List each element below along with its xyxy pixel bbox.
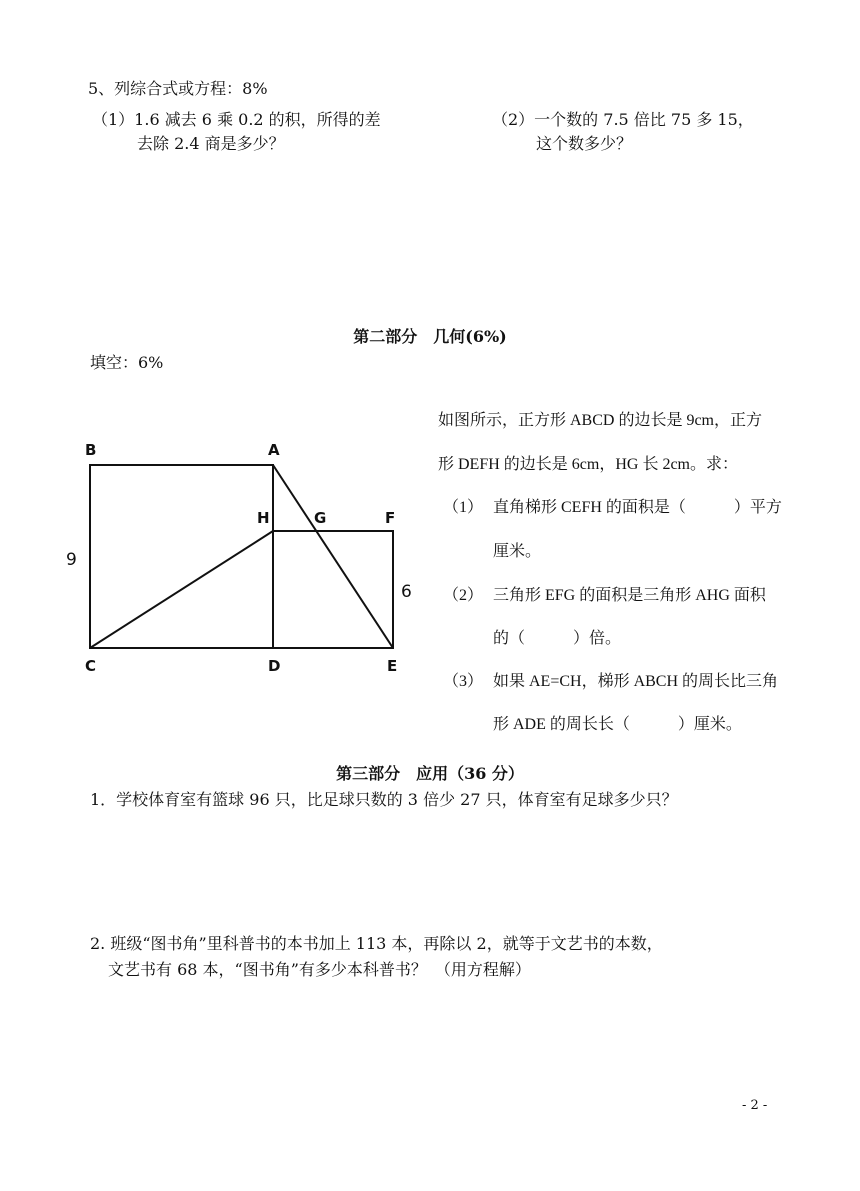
square-abcd xyxy=(90,465,273,648)
part3-question-2-line1: 2. 班级“图书角”里科普书的本书加上 113 本，再除以 2，就等于文艺书的本数， xyxy=(90,934,663,953)
side-length-9: 9 xyxy=(66,550,77,570)
line-ch xyxy=(90,531,273,648)
label-e: E xyxy=(387,657,398,675)
part2-desc-line1: 如图所示，正方形 ABCD 的边长是 9cm，正方 xyxy=(438,412,763,429)
label-f: F xyxy=(385,509,396,527)
part2-item-3-line1: 如果 AE=CH，梯形 ABCH 的周长比三角 xyxy=(493,673,779,690)
line-ae xyxy=(273,465,396,648)
square-defh xyxy=(273,531,393,648)
label-a: A xyxy=(268,441,280,459)
part2-item-1-num: （1） xyxy=(443,499,484,516)
label-g: G xyxy=(314,509,327,527)
part3-question-2-line2: 文艺书有 68 本，“图书角”有多少本科普书？ （用方程解） xyxy=(108,960,531,979)
part2-desc-line2: 形 DEFH 的边长是 6cm，HG 长 2cm。求： xyxy=(438,456,738,473)
part2-item-1-line2: 厘米。 xyxy=(493,543,542,560)
side-length-6: 6 xyxy=(401,582,412,602)
label-b: B xyxy=(85,441,97,459)
part2-item-2-line1: 三角形 EFG 的面积是三角形 AHG 面积 xyxy=(493,587,766,604)
question-5-2-line1: （2）一个数的 7.5 倍比 75 多 15， xyxy=(492,110,754,129)
page-number: - 2 - xyxy=(742,1098,768,1113)
part3-question-1: 1．学校体育室有篮球 96 只，比足球只数的 3 倍少 27 只，体育室有足球多少只？ xyxy=(90,790,678,809)
label-d: D xyxy=(268,657,281,675)
part2-item-3-line2: 形 ADE 的周长长（ ）厘米。 xyxy=(493,716,742,733)
question-5-1-line2: 去除 2.4 商是多少？ xyxy=(137,134,285,153)
part2-title: 第二部分 几何(6%) xyxy=(353,327,507,346)
section5-heading: 5、列综合式或方程：8% xyxy=(88,79,268,98)
question-5-1-line1: （1）1.6 减去 6 乘 0.2 的积，所得的差 xyxy=(92,110,381,129)
geometry-figure xyxy=(55,432,415,677)
part3-title: 第三部分 应用（36 分） xyxy=(336,764,524,783)
part2-item-1-line1: 直角梯形 CEFH 的面积是（ ）平方 xyxy=(493,499,782,516)
label-c: C xyxy=(85,657,97,675)
part2-item-2-num: （2） xyxy=(443,587,484,604)
part2-item-2-line2: 的（ ）倍。 xyxy=(493,630,622,647)
part2-fill-label: 填空：6% xyxy=(90,353,164,372)
part2-item-3-num: （3） xyxy=(443,673,484,690)
label-h: H xyxy=(257,509,270,527)
question-5-2-line2: 这个数多少？ xyxy=(536,134,633,153)
